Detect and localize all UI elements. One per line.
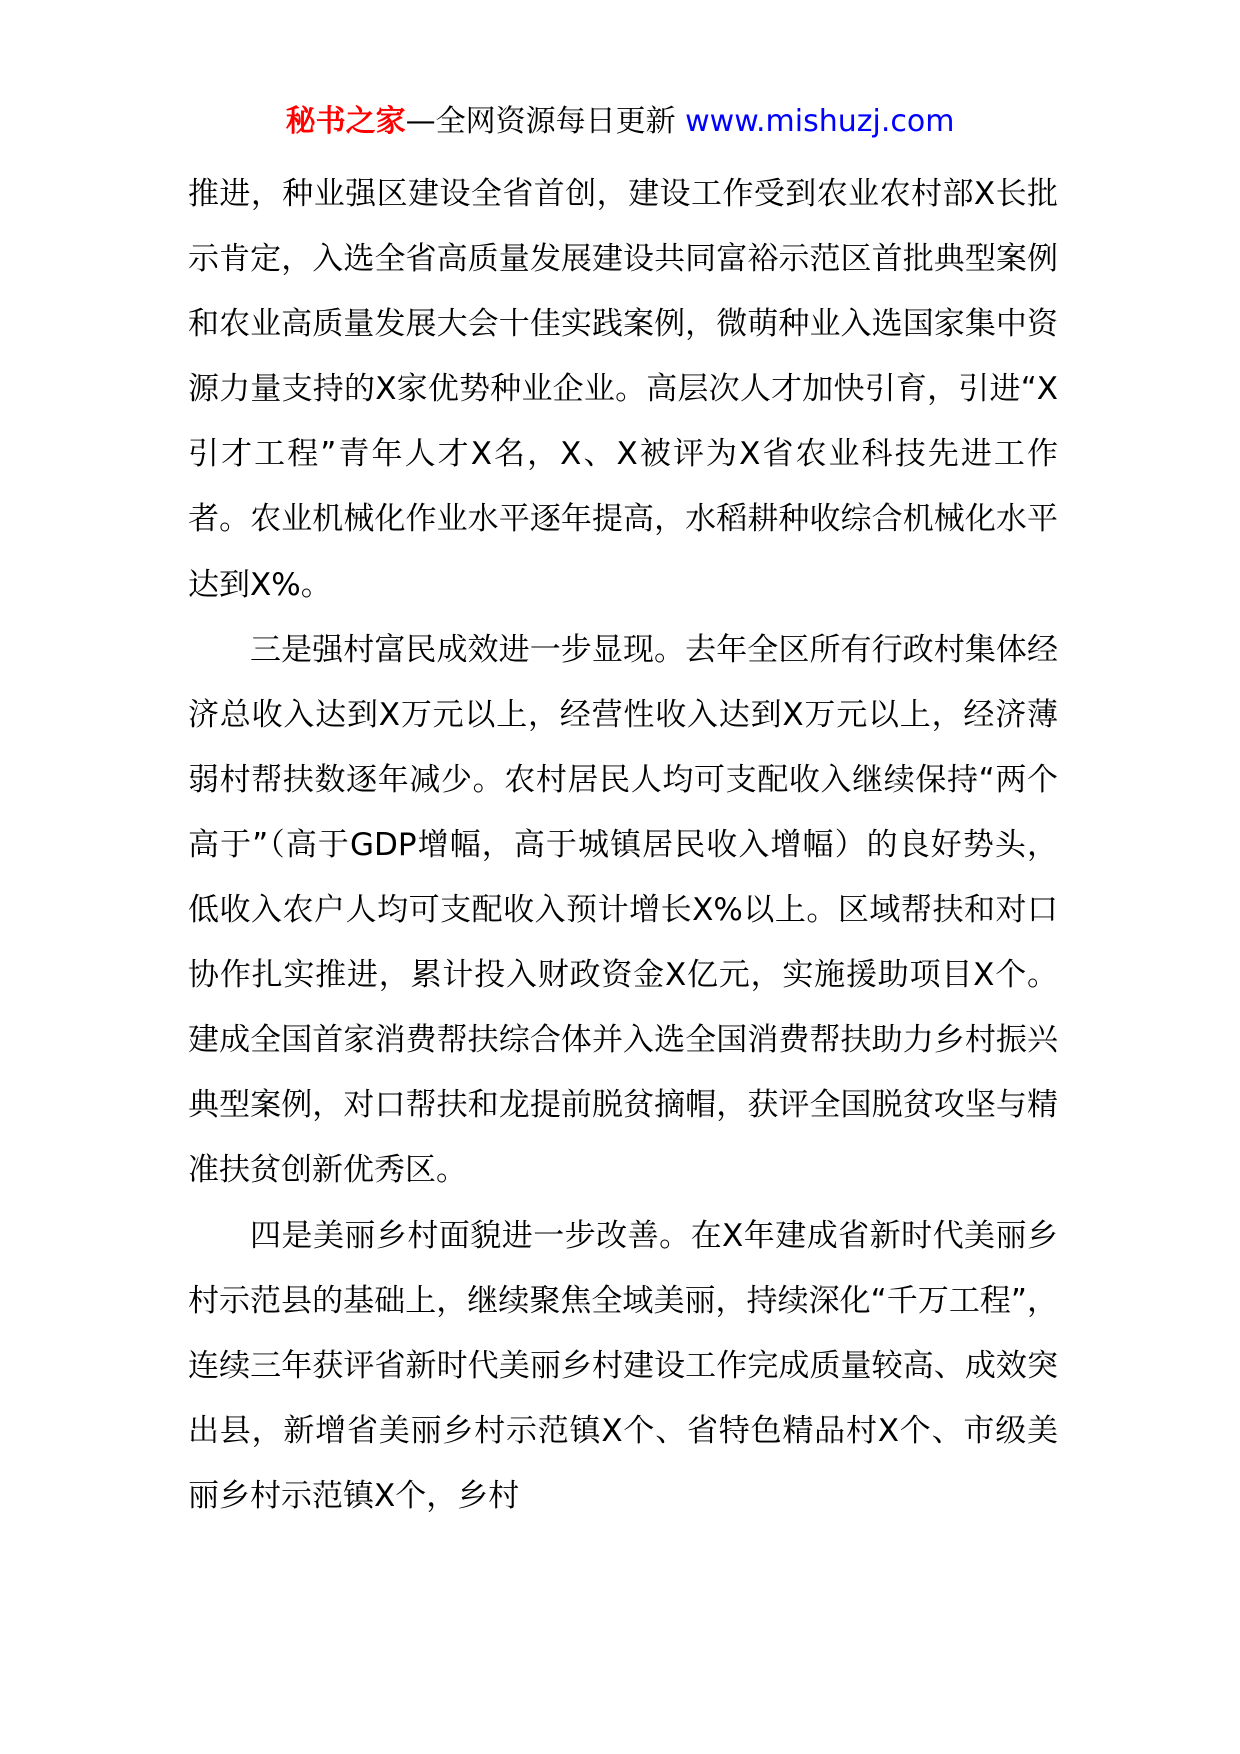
paragraph-section-four: 四是美丽乡村面貌进一步改善。在X年建成省新时代美丽乡村示范县的基础上，继续聚焦全域美丽，持续深化“千万工程”，连续三年获评省新时代美丽乡村建设工作完成质量较高、成效突出县，新增省美丽乡村示范镇X个、省特色精品村X个、市级美丽乡村示范镇X个，乡村	[188, 1217, 1058, 1514]
site-tagline: —全网资源每日更新	[405, 104, 676, 139]
paragraph-continuation: 推进，种业强区建设全省首创，建设工作受到农业农村部X长批示肯定，入选全省高质量发展建设共同富裕示范区首批典型案例和农业高质量发展大会十佳实践案例，微萌种业入选国家集中资源力量支持的X家优势种业企业。高层次人才加快引育，引进“X引才工程”青年人才X名，X、X被评为X省农业科技先进工作者。农业机械化作业水平逐年提高，水稻耕种收综合机械化水平达到X%。	[188, 176, 1058, 603]
paragraph-section-three: 三是强村富民成效进一步显现。去年全区所有行政村集体经济总收入达到X万元以上，经营性收入达到X万元以上，经济薄弱村帮扶数逐年减少。农村居民人均可支配收入继续保持“两个高于”（高于GDP增幅，高于城镇居民收入增幅）的良好势头，低收入农户人均可支配收入预计增长X%以上。区域帮扶和对口协作扎实推进，累计投入财政资金X亿元，实施援助项目X个。建成全国首家消费帮扶综合体并入选全国消费帮扶助力乡村振兴典型案例，对口帮扶和龙提前脱贫摘帽，获评全国脱贫攻坚与精准扶贫创新优秀区。	[188, 631, 1058, 1189]
page-header	[0, 100, 1240, 144]
site-url-link[interactable]: www.mishuzj.com	[685, 104, 955, 139]
document-body	[188, 162, 1058, 1529]
site-brand: 秘书之家	[285, 104, 406, 139]
